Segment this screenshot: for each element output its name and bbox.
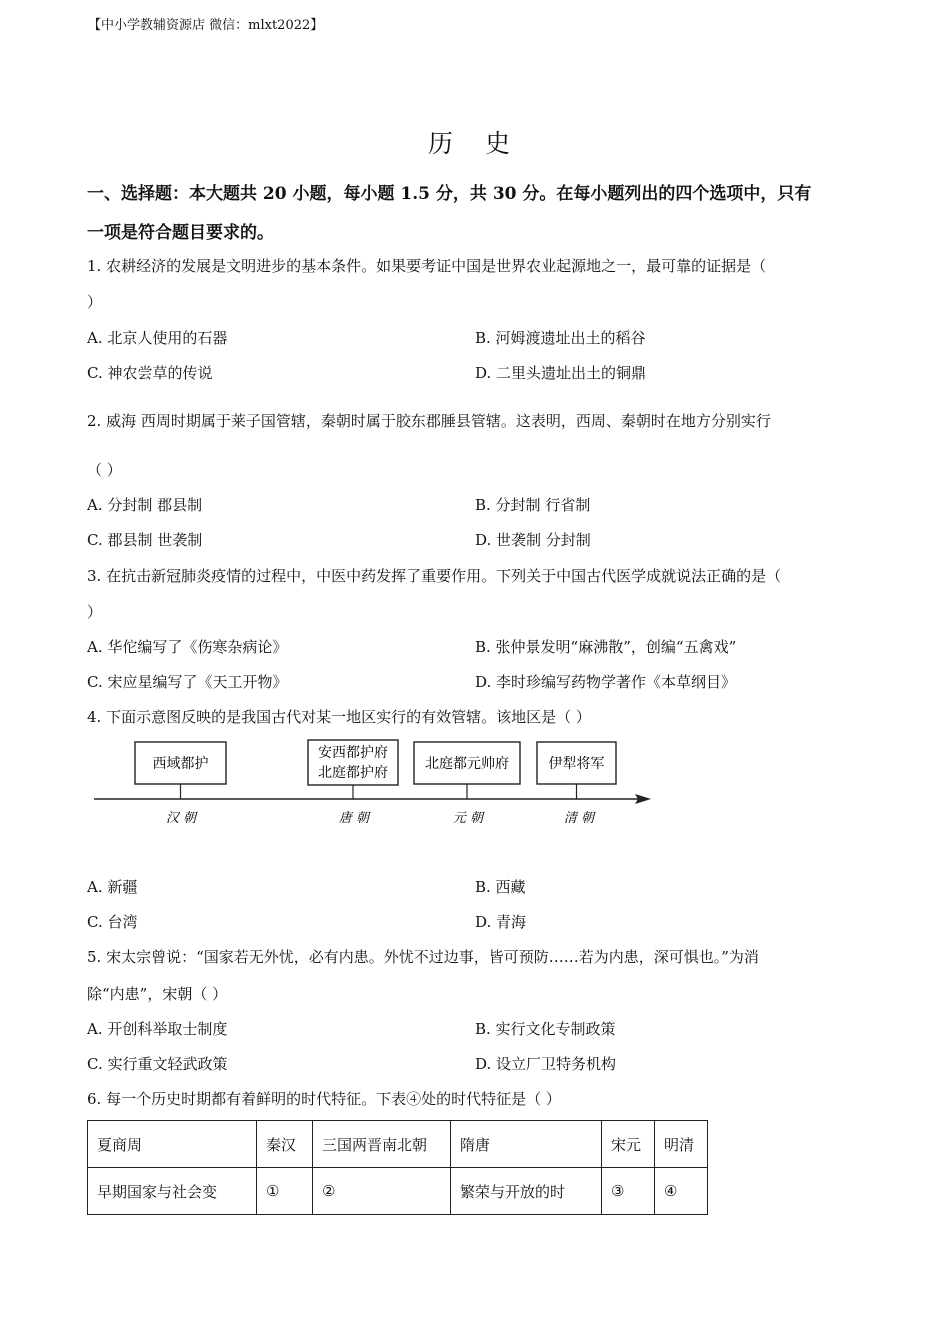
table-cell: ③ [602, 1168, 655, 1215]
dynasty-yuan: 元 朝 [452, 811, 484, 826]
header-watermark: 【中小学教辅资源店 微信：mlxt2022】 [88, 18, 324, 33]
question-1-option-a[interactable]: A. 北京人使用的石器 [87, 329, 228, 347]
jurisdiction-timeline-diagram [90, 738, 660, 840]
dynasty-tang: 唐 朝 [338, 811, 370, 826]
box-han-label: 西域都护 [152, 756, 209, 772]
question-2-text: 2. 威海 西周时期属于莱子国管辖，秦朝时属于胶东郡腄县管辖。这表明，西周、秦朝时在地方分别实行 [87, 412, 771, 430]
question-5-text-cont: 除“内患”，宋朝（ ） [87, 985, 228, 1003]
dynasty-qing: 清 朝 [563, 811, 595, 826]
section-heading-line2: 一项是符合题目要求的。 [87, 223, 274, 243]
question-1-text: 1. 农耕经济的发展是文明进步的基本条件。如果要考证中国是世界农业起源地之一，最可靠的证据是（ [87, 257, 767, 275]
question-4-text: 4. 下面示意图反映的是我国古代对某一地区实行的有效管辖。该地区是（ ） [87, 708, 591, 726]
era-characteristics-table [87, 1120, 708, 1215]
question-3-option-c[interactable]: C. 宋应星编写了《天工开物》 [87, 673, 288, 691]
question-2-text-cont: （ ） [87, 461, 122, 479]
question-3-text-cont: ） [87, 603, 103, 621]
question-6-text: 6. 每一个历史时期都有着鲜明的时代特征。下表④处的时代特征是（ ） [87, 1090, 561, 1108]
table-cell: ④ [655, 1168, 708, 1215]
question-2-option-c[interactable]: C. 郡县制 世袭制 [87, 531, 203, 549]
question-5-option-d[interactable]: D. 设立厂卫特务机构 [475, 1055, 617, 1073]
box-tang-label-2: 北庭都护府 [318, 765, 388, 781]
question-5-text: 5. 宋太宗曾说：“国家若无外忧，必有内患。外忧不过边事，皆可预防……若为内患，深可惧也。”为消 [87, 948, 759, 966]
table-row [88, 1168, 708, 1215]
question-5-option-a[interactable]: A. 开创科举取士制度 [87, 1020, 228, 1038]
box-tang-label-1: 安西都护府 [318, 745, 388, 761]
page-title: 历 史 [428, 129, 522, 158]
table-header-cell: 隋唐 [451, 1121, 602, 1168]
table-cell: 繁荣与开放的时 [451, 1168, 602, 1215]
question-5-option-b[interactable]: B. 实行文化专制政策 [475, 1020, 616, 1038]
question-4-option-c[interactable]: C. 台湾 [87, 913, 138, 931]
box-qing-label: 伊犁将军 [548, 756, 605, 772]
table-header-cell: 明清 [655, 1121, 708, 1168]
table-header-cell: 三国两晋南北朝 [313, 1121, 451, 1168]
question-3-option-b[interactable]: B. 张仲景发明“麻沸散”，创编“五禽戏” [475, 638, 737, 656]
question-4-option-b[interactable]: B. 西藏 [475, 878, 526, 896]
question-3-option-a[interactable]: A. 华佗编写了《伤寒杂病论》 [87, 638, 288, 656]
question-2-option-b[interactable]: B. 分封制 行省制 [475, 496, 591, 514]
question-4-option-a[interactable]: A. 新疆 [87, 878, 138, 896]
question-1-option-b[interactable]: B. 河姆渡遗址出土的稻谷 [475, 329, 646, 347]
dynasty-han: 汉 朝 [165, 811, 197, 826]
question-2-option-d[interactable]: D. 世袭制 分封制 [475, 531, 591, 549]
table-header-cell: 宋元 [602, 1121, 655, 1168]
box-yuan-label: 北庭都元帅府 [425, 756, 509, 772]
question-4-option-d[interactable]: D. 青海 [475, 913, 527, 931]
question-5-option-c[interactable]: C. 实行重文轻武政策 [87, 1055, 228, 1073]
table-header-cell: 夏商周 [88, 1121, 257, 1168]
question-3-text: 3. 在抗击新冠肺炎疫情的过程中，中医中药发挥了重要作用。下列关于中国古代医学成就说法正确的是（ [87, 567, 782, 585]
table-cell: ② [313, 1168, 451, 1215]
table-header-cell: 秦汉 [257, 1121, 313, 1168]
question-3-option-d[interactable]: D. 李时珍编写药物学著作《本草纲目》 [475, 673, 737, 691]
table-cell: 早期国家与社会变 [88, 1168, 257, 1215]
table-header-row [88, 1121, 708, 1168]
question-2-option-a[interactable]: A. 分封制 郡县制 [87, 496, 203, 514]
question-1-text-cont: ） [87, 293, 103, 311]
section-heading-line1: 一、选择题：本大题共 20 小题，每小题 1.5 分，共 30 分。在每小题列出的四个选项中，只有 [87, 184, 812, 204]
question-1-option-c[interactable]: C. 神农尝草的传说 [87, 364, 213, 382]
question-1-option-d[interactable]: D. 二里头遗址出土的铜鼎 [475, 364, 647, 382]
table-cell: ① [257, 1168, 313, 1215]
